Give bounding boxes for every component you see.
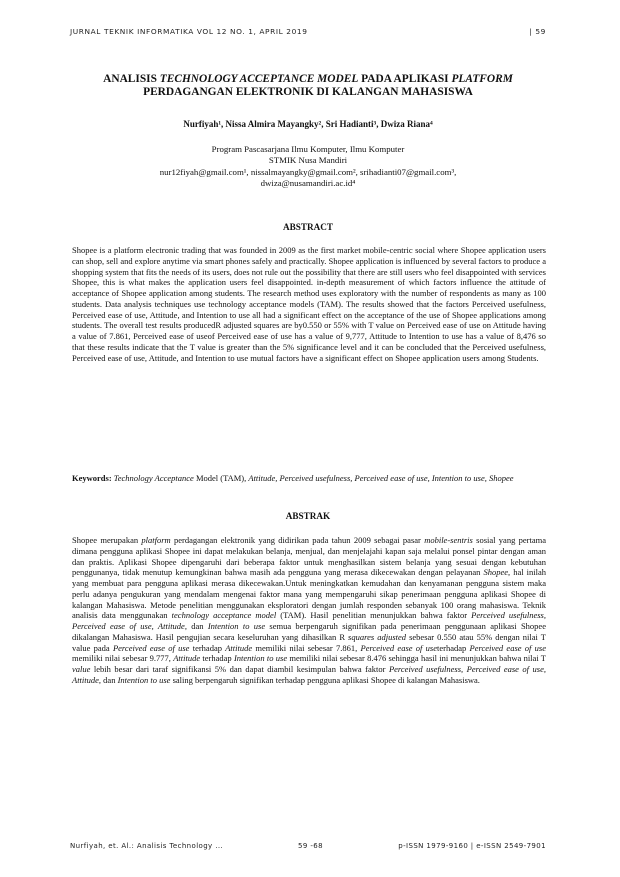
footer-pages: 59 -68	[298, 842, 323, 850]
abstrak-text: mobile-sentris	[424, 535, 473, 545]
keyword: Attitude, Perceived usefulness, Perceived ease of use, Intention to use, Shopee	[248, 473, 514, 483]
abstract-heading: ABSTRACT	[282, 222, 334, 232]
abstrak-text: Intention to use	[207, 621, 266, 631]
title-part: PLATFORM	[451, 73, 513, 85]
affiliation-program: Program Pascasarjana Ilmu Komputer, Ilmu Komputer	[211, 144, 405, 154]
abstrak-text: memiliki nilai sebesar 9.777,	[72, 653, 174, 664]
title-part: ANALISIS	[103, 73, 160, 85]
abstrak-text: , dan	[184, 621, 208, 631]
keyword: Technology Acceptance	[113, 473, 194, 483]
page-number: | 59	[529, 27, 546, 36]
keywords-label: Keywords:	[72, 473, 112, 483]
abstrak-text: sosial yang pertama dimana pengguna aplikasi Shopee ini dapat melakukan belanja, menjual, dan menjelajahi kapan saja melalui ponsel pintar dengan aman dan praktis. Aplikasi Shopee dipengaruhi dari beberapa faktor untuk menghasilkan sistem belanja yang sesuai dengan kebutuhan penggunanya, tidak menutup kemungkinan bahwa masih ada pengguna yang merasa dikecewakan dengan pelayanan	[72, 535, 546, 578]
abstrak-text: Intention to use	[117, 674, 171, 685]
paper-title	[70, 73, 546, 99]
abstrak-text: Shopee	[483, 567, 509, 578]
abstrak-text: Perceived usefulness, Perceived ease of use, Attitude	[72, 610, 546, 631]
title-part: TECHNOLOGY ACCEPTANCE MODEL	[159, 73, 359, 85]
abstrak-text: squares adjusted	[348, 631, 407, 642]
footer-issn: p-ISSN 1979-9160 | e-ISSN 2549-7901	[398, 842, 546, 850]
abstrak-text: memiliki nilai sebesar 7.861,	[252, 642, 361, 653]
abstrak-text: terhadap	[189, 642, 226, 653]
author-list: Nurfiyah¹, Nissa Almira Mayangky², Sri Hadianti³, Dwiza Riana⁴	[183, 119, 433, 129]
abstrak-text: value	[72, 664, 91, 674]
abstrak-text: memiliki nilai sebesar 8.476 sehingga hasil ini menunjukkan bahwa nilai T	[287, 653, 546, 664]
abstrak-text: , hal inilah yang membuat para pengguna aplikasi merasa dikecewakan.Untuk meningkatkan kemudahan dan kenyamanan pengguna sistem maka perlu adanya pengukuran yang mendalam mengenai faktor mana yang mempengaruhi sikap penerimaan pengguna aplikasi Shopee di kalangan Mahasiswa. Metode penelitian menggunakan eksploratori dengan jumlah responden sebanyak 100 orang mahasiswa. Teknik analisis data menggunakan	[72, 567, 546, 621]
affiliation-institution: STMIK Nusa Mandiri	[268, 155, 348, 166]
abstrak-text: , dan	[98, 674, 118, 685]
title-line-2: PERDAGANGAN ELEKTRONIK DI KALANGAN MAHASISWA	[143, 86, 473, 98]
keyword: Model (TAM),	[193, 473, 249, 483]
journal-name: JURNAL TEKNIK INFORMATIKA VOL 12 NO. 1, APRIL 2019	[70, 27, 308, 36]
abstrak-text: Shopee merupakan	[72, 535, 142, 545]
running-footer	[70, 842, 546, 854]
abstrak-body	[72, 535, 546, 686]
abstrak-heading: ABSTRAK	[285, 511, 331, 521]
abstrak-text: saling berpengaruh signifikan terhadap pengguna aplikasi Shopee di kalangan Mahasiswa.	[170, 674, 480, 685]
abstrak-text: terhadap	[200, 653, 234, 664]
affiliation	[70, 144, 546, 190]
abstrak-text: semua berpengaruh signifikan pada penerimaan penggunaan aplikasi Shopee dikalangan Mahasiswa. Hasil pengujian secara keseluruhan yang dihasilkan R	[72, 621, 546, 642]
abstrak-text: lebih besar dari taraf signifikansi 5% dan dapat diambil kesimpulan bahwa faktor	[90, 664, 389, 674]
footer-citation: Nurfiyah, et. Al.: Analisis Technology ...	[70, 842, 224, 850]
abstrak-text: Perceived ease of use	[112, 642, 190, 653]
abstrak-text: Perceived ease of use	[469, 642, 546, 653]
abstrak-text: terhadap	[436, 642, 470, 653]
author-emails: nur12fiyah@gmail.com¹, nissalmayangky@gmail.com², srihadianti07@gmail.com³,	[159, 166, 457, 177]
abstrak-text: Attitude	[173, 653, 201, 664]
abstrak-text: platform	[141, 535, 171, 545]
abstrak-text: Intention to use	[233, 653, 288, 664]
abstract-body: Shopee is a platform electronic trading that was founded in 2009 as the first market mobile-centric social where Shopee application users can shop, sell and explore anytime via smart phones safely and practically. Shopee application is influenced by several factors to produce a shopping system that fits the needs of its users, does not rule out the possibility that there are still users who feel disappointed with services Shopee, this is what makes the application users feel disappointed. in-depth measurement of which factors influence the attitude of acceptance of Shopee application among students. The research method uses exploratory with the number of respondents as many as 100 students. Data analysis techniques use technology acceptance models (TAM). The results showed that the factors Perceived usefulness, Perceived ease of use, Attitude, and Intention to use all had a significant effect on the acceptance of the use of Shopee applications among students. The overall test results producedR adjusted squares are by0.550 or 55% with T value on Perceived ease of use on Attitude having a value of 7.861, Perceived ease of useof Perceived ease of use has a value of 9,777, Attitude to Intention to use has a value of 8,476 so that these results indicate that the T value is greater than the 5% significance level and it can be concluded that the Perceived usefulness, Perceived ease of use, Attitude, and Intention to use mutual factors have a significant effect on Shopee application users among Students.	[72, 245, 546, 363]
abstrak-text: (TAM). Hasil penelitian menunjukkan bahwa faktor	[276, 610, 472, 621]
running-header	[70, 27, 546, 39]
abstrak-text: Perceived usefulness, Perceived ease of use, Attitude	[72, 664, 546, 685]
title-part: PADA APLIKASI	[358, 73, 452, 85]
abstrak-text: Perceived ease of use	[360, 642, 437, 653]
abstrak-text: sebesar 0.550 atau 55% dengan nilai T value pada	[72, 631, 547, 653]
author-emails: dwiza@nusamandiri.ac.id⁴	[260, 178, 356, 189]
abstrak-text: Attitude	[225, 642, 253, 653]
abstrak-text: technology acceptance model	[171, 610, 277, 621]
keywords	[72, 473, 546, 484]
abstrak-text: perdagangan elektronik yang didirikan pada tahun 2009 sebagai pasar	[170, 535, 425, 545]
